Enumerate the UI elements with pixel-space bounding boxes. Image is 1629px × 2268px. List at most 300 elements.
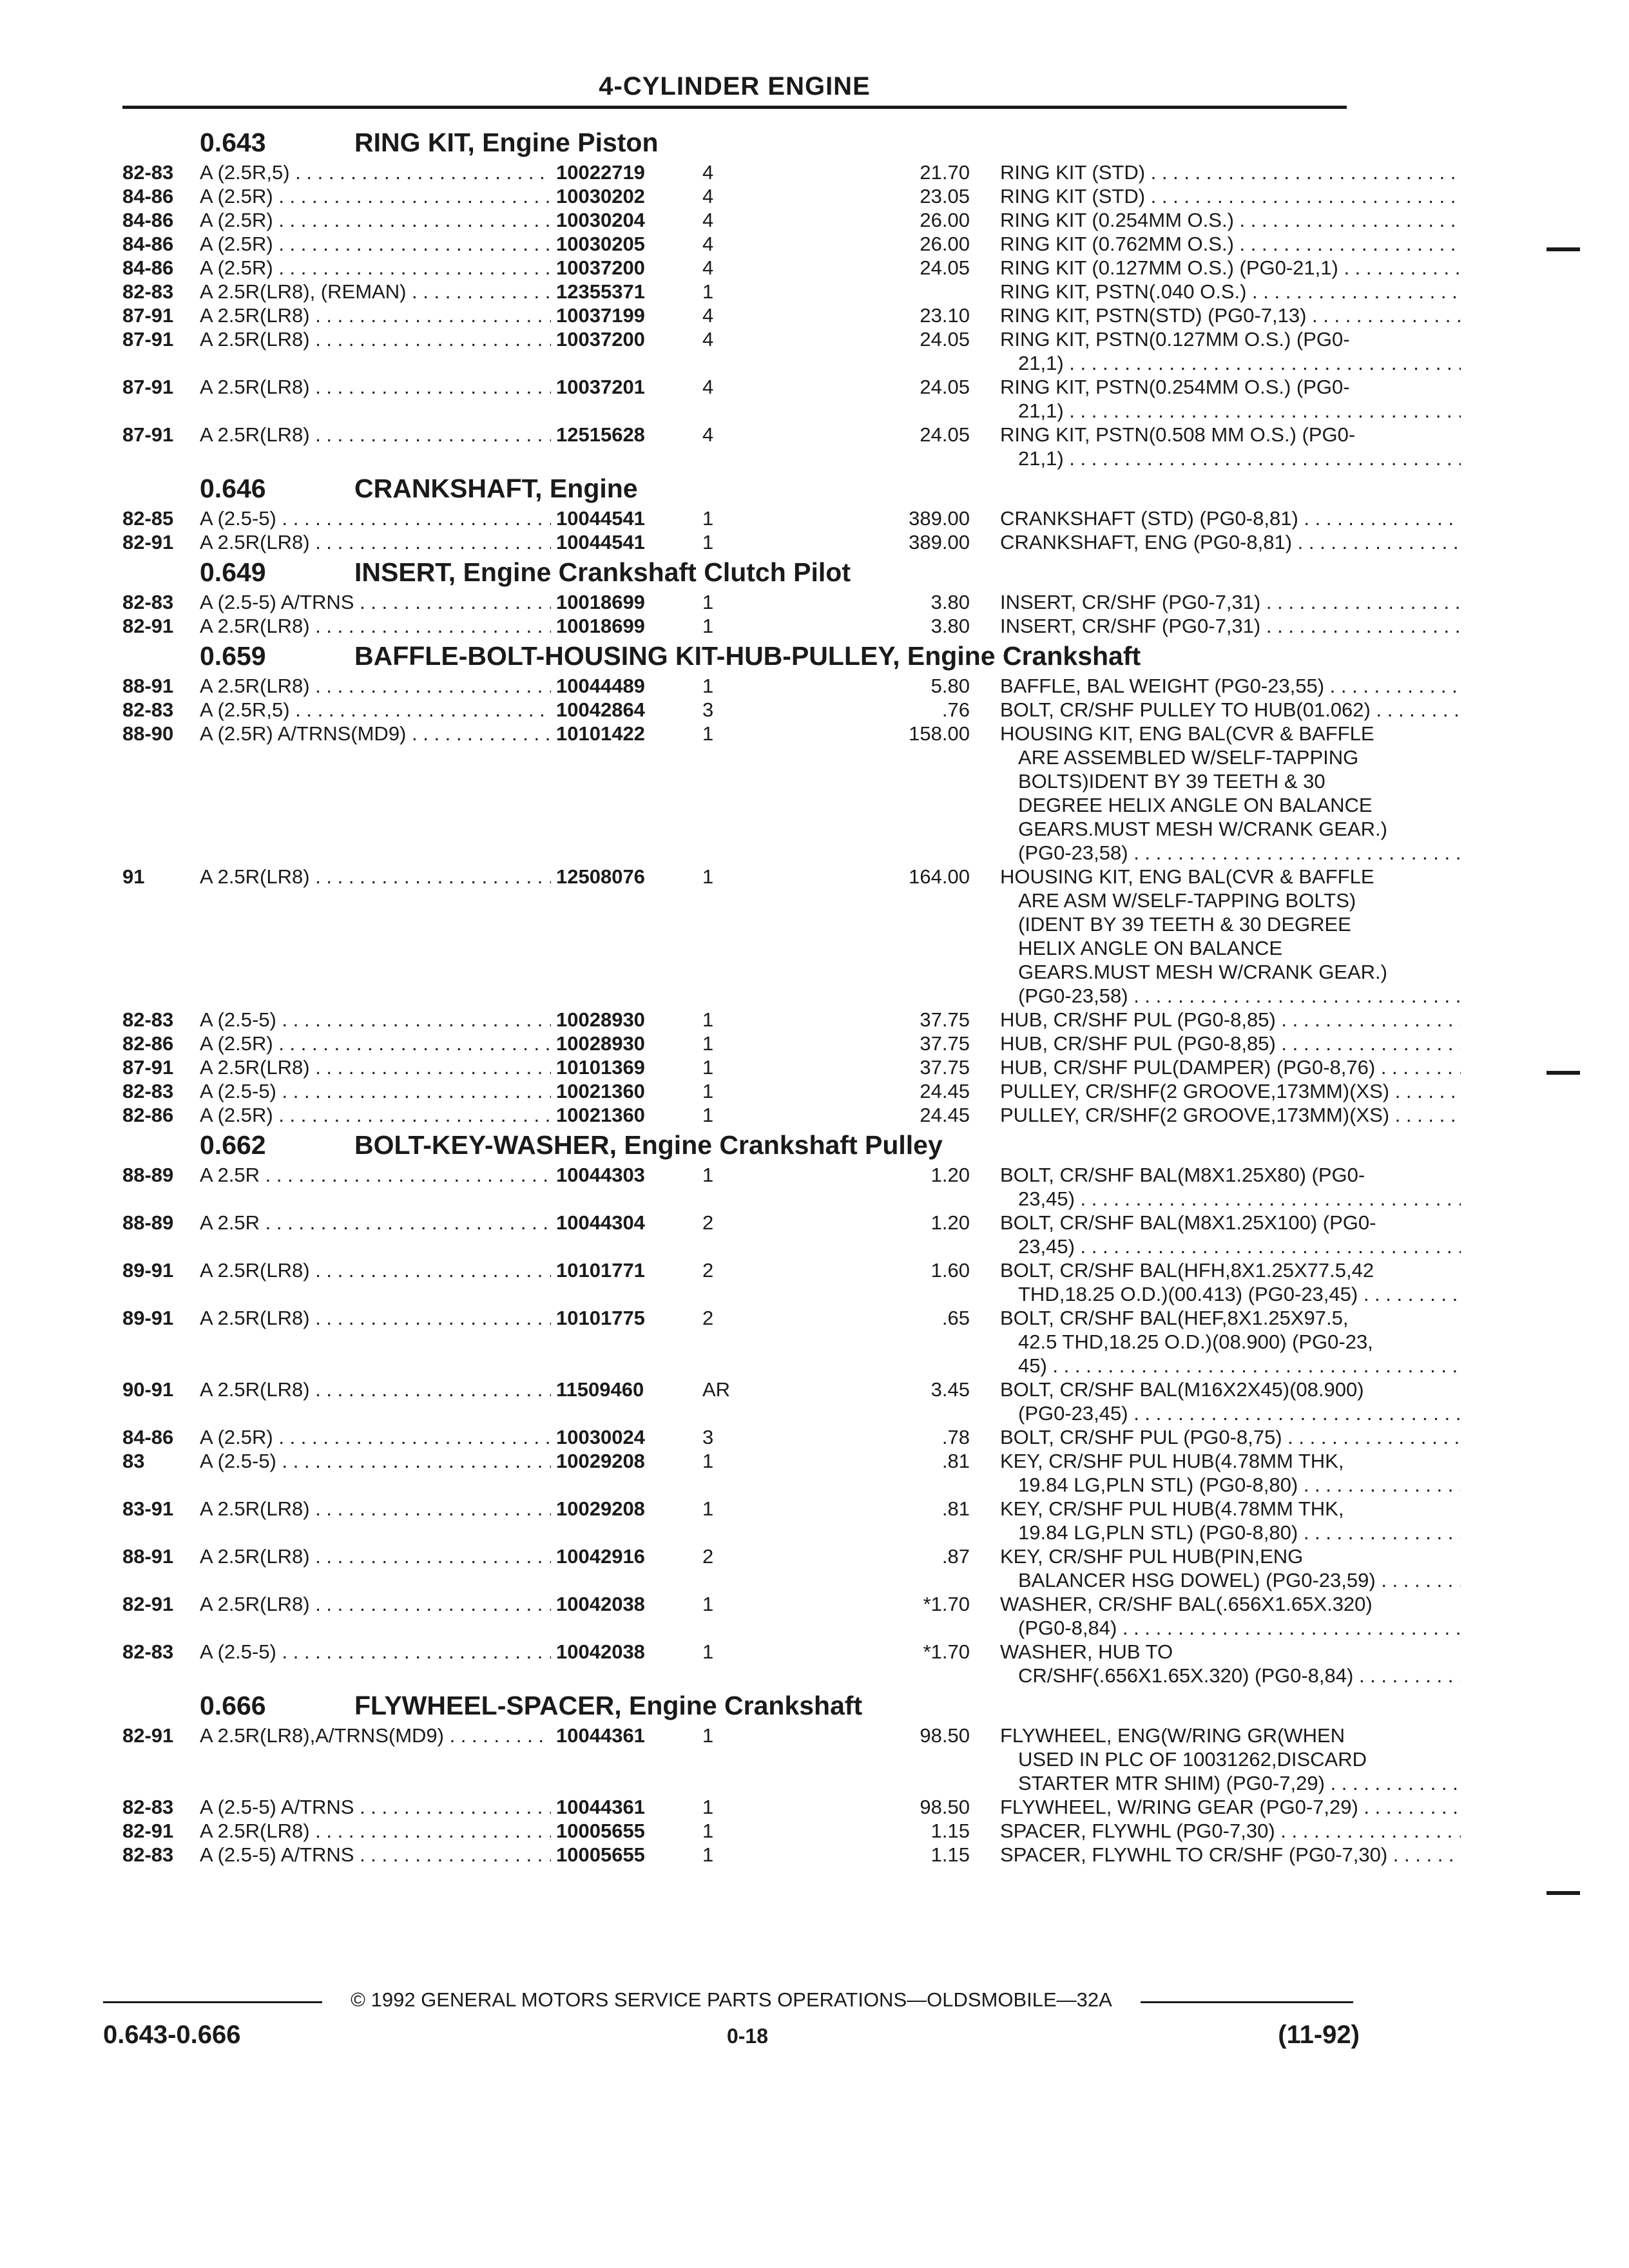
margin-mark [1547,1071,1580,1075]
model-years: 82-91 [122,531,174,553]
application-text: A (2.5-5) . . . [200,1008,551,1031]
price: 1.15 [930,1820,970,1842]
price: 23.05 [920,185,970,207]
description-line: CRANKSHAFT, ENG (PG0-8,81) . . . [1000,530,1461,554]
description [1000,1079,1461,1103]
model-years: 82-86 [122,1032,174,1055]
footer-copyright: © 1992 GENERAL MOTORS SERVICE PARTS OPERATIONS—OLDSMOBILE—32A [322,1988,1141,2012]
description-line: 23,45) . . . [1000,1235,1461,1258]
price: 24.45 [920,1080,970,1102]
part-row [122,375,1350,423]
price: 3.80 [930,615,970,637]
description-line: KEY, CR/SHF PUL HUB(4.78MM THK, [1000,1497,1344,1520]
header-rule [122,106,1347,109]
application-text: A (2.5-5) A/TRNS . . . [200,591,551,613]
quantity: 1 [702,1080,714,1102]
application-text: A (2.5-5) . . . [200,1080,551,1102]
model-years: 90-91 [122,1378,174,1401]
description [1000,1497,1461,1544]
description-line: (IDENT BY 39 TEETH & 30 DEGREE [1018,913,1351,936]
application-text: A 2.5R(LR8) . . . [200,376,551,398]
part-number: 10018699 [556,591,645,613]
price: 21.70 [920,161,970,184]
description-line: ARE ASSEMBLED W/SELF-TAPPING [1018,746,1359,769]
quantity: 4 [702,328,714,351]
price: 24.05 [920,376,970,398]
price: 389.00 [909,507,970,530]
part-row [122,1843,1388,1867]
description [1000,160,1461,184]
description-line: RING KIT (0.254MM O.S.) . . . [1000,208,1461,232]
description-line: INSERT, CR/SHF (PG0-7,31) . . . [1000,614,1461,638]
application-text: A 2.5R(LR8) . . . [200,1820,551,1842]
description [1000,303,1461,327]
footer-rule-right [1141,2001,1353,2003]
description-line: RING KIT, PSTN(.040 O.S.) . . . [1000,280,1461,303]
application-text: A (2.5R) . . . [200,1032,551,1055]
part-number: 10029208 [556,1450,645,1472]
price: 1.60 [930,1259,970,1282]
footer-date: (11-92) [1278,2021,1360,2049]
application-text: A (2.5R,5) . . . [200,161,551,184]
description-line: RING KIT (0.127MM O.S.) (PG0-21,1) . . . [1000,256,1461,280]
description-line: HOUSING KIT, ENG BAL(CVR & BAFFLE [1000,722,1374,745]
quantity: 1 [702,1724,714,1747]
price: 5.80 [930,675,970,697]
part-number: 10021360 [556,1080,645,1102]
model-years: 82-83 [122,161,174,184]
model-years: 82-91 [122,1593,174,1615]
model-years: 82-86 [122,1104,174,1126]
model-years: 82-91 [122,615,174,637]
description-line: (PG0-23,58) . . . [1000,984,1461,1008]
model-years: 89-91 [122,1259,174,1282]
part-number: 10044303 [556,1164,645,1186]
part-number: 10042038 [556,1640,645,1663]
price: 1.15 [930,1843,970,1866]
section-heading [122,554,1350,590]
price: .87 [941,1545,970,1568]
application-text: A 2.5R(LR8) . . . [200,1259,551,1282]
description [1000,530,1461,554]
application-text: A 2.5R(LR8) . . . [200,1593,551,1615]
quantity: 3 [702,1426,714,1448]
description-line: RING KIT, PSTN(0.127MM O.S.) (PG0- [1000,328,1350,351]
description-line: STARTER MTR SHIM) (PG0-7,29) . . . [1000,1771,1461,1795]
part-number: 10028930 [556,1032,645,1055]
quantity: 1 [702,1450,714,1472]
model-years: 87-91 [122,376,174,398]
description [1000,674,1461,698]
description-line: PULLEY, CR/SHF(2 GROOVE,173MM)(XS) . . . [1000,1103,1461,1127]
model-years: 82-83 [122,1640,174,1663]
quantity: 4 [702,304,714,327]
part-row [122,1592,1373,1640]
application-text: A 2.5R(LR8) . . . [200,1056,551,1079]
description [1000,423,1461,470]
description [1000,327,1461,375]
model-years: 88-89 [122,1211,174,1234]
part-number: 10044361 [556,1724,645,1747]
application-text: A 2.5R(LR8) . . . [200,328,551,351]
part-number: 10030204 [556,209,645,231]
application-text: A (2.5R) A/TRNS(MD9) . . . [200,722,551,745]
price: 37.75 [920,1032,970,1055]
description [1000,865,1461,1008]
price: 24.05 [920,256,970,279]
section-name: FLYWHEEL-SPACER, Engine Crankshaft [354,1691,863,1720]
description-line: WASHER, CR/SHF BAL(.656X1.65X.320) [1000,1593,1373,1615]
description [1000,698,1461,722]
application-text: A (2.5-5) . . . [200,1450,551,1472]
model-years: 89-91 [122,1307,174,1329]
part-number: 10005655 [556,1843,645,1866]
part-number: 10030024 [556,1426,645,1448]
application-text: A (2.5-5) A/TRNS . . . [200,1796,551,1818]
quantity: 1 [702,1640,714,1663]
application-text: A (2.5-5) . . . [200,1640,551,1663]
quantity: 4 [702,256,714,279]
price: 164.00 [909,865,970,888]
part-row [122,184,1350,208]
model-years: 82-83 [122,1008,174,1031]
description [1000,1795,1461,1819]
section-number: 0.662 [200,1130,266,1160]
part-row [122,1449,1350,1497]
description [1000,506,1461,530]
description-line: HELIX ANGLE ON BALANCE [1018,937,1283,959]
description-line: BOLT, CR/SHF BAL(M8X1.25X100) (PG0- [1000,1211,1376,1234]
description [1000,1378,1461,1425]
quantity: 1 [702,531,714,553]
price: 26.00 [920,209,970,231]
description [1000,1819,1461,1843]
part-number: 10037199 [556,304,645,327]
part-row [122,1378,1364,1425]
quantity: 3 [702,698,714,721]
part-row [122,423,1356,470]
section-heading [122,1127,1350,1163]
quantity: 1 [702,1796,714,1818]
price: 1.20 [930,1164,970,1186]
part-number: 10021360 [556,1104,645,1126]
description-line: BOLT, CR/SHF BAL(HFH,8X1.25X77.5,42 [1000,1259,1374,1282]
description-line: USED IN PLC OF 10031262,DISCARD [1018,1748,1367,1771]
price: 37.75 [920,1056,970,1079]
part-row [122,1724,1367,1795]
description [1000,1544,1461,1592]
description-line: 21,1) . . . [1000,351,1461,375]
application-text: A 2.5R(LR8) . . . [200,1497,551,1520]
price: .78 [941,1426,970,1448]
description [1000,1103,1461,1127]
quantity: 1 [702,1032,714,1055]
part-number: 12515628 [556,423,645,446]
price: 24.05 [920,423,970,446]
price: 26.00 [920,233,970,255]
description [1000,1032,1461,1055]
part-row [122,303,1350,327]
application-text: A 2.5R(LR8) . . . [200,1545,551,1568]
price: .65 [941,1307,970,1329]
model-years: 82-83 [122,280,174,303]
application-text: A 2.5R(LR8) . . . [200,675,551,697]
quantity: 1 [702,1843,714,1866]
footer-range: 0.643-0.666 [103,2021,241,2049]
description [1000,1843,1461,1867]
application-text: A (2.5-5) . . . [200,507,551,530]
description-line: BALANCER HSG DOWEL) (PG0-23,59) . . . [1000,1568,1461,1592]
model-years: 82-83 [122,591,174,613]
price: *1.70 [923,1640,970,1663]
description [1000,1055,1461,1079]
part-row [122,1008,1350,1032]
section-number: 0.646 [200,474,266,503]
part-number: 10044361 [556,1796,645,1818]
section-name: INSERT, Engine Crankshaft Clutch Pilot [354,557,851,587]
model-years: 82-91 [122,1820,174,1842]
part-row [122,1211,1376,1258]
price: .76 [941,698,970,721]
section-name: BAFFLE-BOLT-HOUSING KIT-HUB-PULLEY, Engine Crankshaft [354,641,1141,671]
quantity: 1 [702,280,714,303]
description-line: WASHER, HUB TO [1000,1640,1173,1663]
model-years: 82-83 [122,1843,174,1866]
section-heading [122,1687,1350,1724]
part-number: 10030202 [556,185,645,207]
description-line: 23,45) . . . [1000,1187,1461,1211]
quantity: 1 [702,1008,714,1031]
part-number: 10044541 [556,531,645,553]
part-row [122,1425,1350,1449]
description [1000,1306,1461,1378]
quantity: 1 [702,865,714,888]
model-years: 88-90 [122,722,174,745]
application-text: A 2.5R(LR8) . . . [200,615,551,637]
description [1000,590,1461,614]
description-line: FLYWHEEL, ENG(W/RING GR(WHEN [1000,1724,1345,1747]
description [1000,1724,1461,1795]
part-row [122,506,1350,530]
section-name: RING KIT, Engine Piston [354,128,659,157]
part-row [122,256,1350,280]
part-row [122,1544,1376,1592]
part-row [122,1640,1354,1687]
section-number: 0.643 [200,128,266,157]
part-number: 10028930 [556,1008,645,1031]
part-number: 10037200 [556,328,645,351]
description-line: (PG0-23,45) . . . [1000,1401,1461,1425]
description [1000,280,1461,303]
part-row [122,1032,1350,1055]
quantity: 4 [702,376,714,398]
model-years: 88-89 [122,1164,174,1186]
price: 24.45 [920,1104,970,1126]
model-years: 82-83 [122,1080,174,1102]
price: 158.00 [909,722,970,745]
description [1000,1425,1461,1449]
part-row [122,722,1387,865]
model-years: 84-86 [122,209,174,231]
description-line: 42.5 THD,18.25 O.D.)(08.900) (PG0-23, [1018,1331,1373,1353]
application-text: A 2.5R(LR8), (REMAN) . . . [200,280,551,303]
description-line: FLYWHEEL, W/RING GEAR (PG0-7,29) . . . [1000,1795,1461,1819]
description-line: INSERT, CR/SHF (PG0-7,31) . . . [1000,590,1461,614]
description-line: HUB, CR/SHF PUL (PG0-8,85) . . . [1000,1008,1461,1032]
part-row [122,1497,1350,1544]
description-line: SPACER, FLYWHL TO CR/SHF (PG0-7,30) . . . [1000,1843,1461,1867]
part-number: 10042916 [556,1545,645,1568]
margin-mark [1547,247,1580,251]
application-text: A 2.5R(LR8) . . . [200,423,551,446]
description [1000,1592,1461,1640]
part-number: 10101422 [556,722,645,745]
footer-page-number: 0-18 [726,2024,769,2048]
part-number: 10029208 [556,1497,645,1520]
model-years: 87-91 [122,1056,174,1079]
part-number: 10005655 [556,1820,645,1842]
part-number: 10030205 [556,233,645,255]
description-line: 19.84 LG,PLN STL) (PG0-8,80) . . . [1000,1521,1461,1544]
quantity: 2 [702,1545,714,1568]
application-text: A 2.5R(LR8) . . . [200,865,551,888]
description-line: RING KIT (0.762MM O.S.) . . . [1000,232,1461,256]
model-years: 84-86 [122,185,174,207]
parts-listing [122,124,1390,1867]
part-row [122,1258,1374,1306]
description-line: HUB, CR/SHF PUL (PG0-8,85) . . . [1000,1032,1461,1055]
part-row [122,590,1350,614]
price: 389.00 [909,531,970,553]
description-line: BOLT, CR/SHF PUL (PG0-8,75) . . . [1000,1425,1461,1449]
model-years: 91 [122,865,145,888]
part-row [122,530,1350,554]
page-title: 4-CYLINDER ENGINE [599,72,871,101]
application-text: A (2.5R) . . . [200,233,551,255]
section-number: 0.649 [200,557,266,587]
quantity: 1 [702,1497,714,1520]
part-number: 10101771 [556,1259,645,1282]
quantity: 2 [702,1259,714,1282]
footer-rule-left [103,2001,322,2003]
section-name: CRANKSHAFT, Engine [354,474,638,503]
part-number: 10037201 [556,376,645,398]
part-row [122,1163,1365,1211]
quantity: AR [702,1378,731,1401]
description-line: KEY, CR/SHF PUL HUB(PIN,ENG [1000,1545,1304,1568]
description-line: ARE ASM W/SELF-TAPPING BOLTS) [1018,889,1356,912]
part-row [122,674,1350,698]
description-line: HOUSING KIT, ENG BAL(CVR & BAFFLE [1000,865,1374,888]
description-line: BOLT, CR/SHF PULLEY TO HUB(01.062) . . . [1000,698,1461,722]
quantity: 4 [702,209,714,231]
quantity: 2 [702,1307,714,1329]
description-line: 45) . . . [1000,1354,1461,1378]
description-line: BOLT, CR/SHF BAL(M8X1.25X80) (PG0- [1000,1164,1365,1186]
quantity: 1 [702,507,714,530]
part-number: 10042038 [556,1593,645,1615]
application-text: A (2.5R,5) . . . [200,698,551,721]
quantity: 1 [702,1056,714,1079]
part-row [122,232,1350,256]
application-text: A 2.5R(LR8) . . . [200,1378,551,1401]
part-row [122,865,1387,1008]
description-line: BOLT, CR/SHF BAL(HEF,8X1.25X97.5, [1000,1307,1349,1329]
price: 98.50 [920,1796,970,1818]
part-row [122,280,1350,303]
model-years: 83-91 [122,1497,174,1520]
section-heading [122,124,1350,160]
part-row [122,160,1350,184]
description-line: BOLTS)IDENT BY 39 TEETH & 30 [1018,770,1325,793]
quantity: 1 [702,615,714,637]
part-row [122,1103,1390,1127]
part-row [122,208,1350,232]
description-line: KEY, CR/SHF PUL HUB(4.78MM THK, [1000,1450,1344,1472]
quantity: 4 [702,423,714,446]
quantity: 1 [702,591,714,613]
part-row [122,614,1350,638]
part-number: 12508076 [556,865,645,888]
description-line: SPACER, FLYWHL (PG0-7,30) . . . [1000,1819,1461,1843]
quantity: 4 [702,161,714,184]
section-heading [122,470,1350,506]
part-number: 10037200 [556,256,645,279]
part-row [122,1079,1390,1103]
description-line: 21,1) . . . [1000,447,1461,470]
description-line: 19.84 LG,PLN STL) (PG0-8,80) . . . [1000,1473,1461,1497]
price: 3.45 [930,1378,970,1401]
description [1000,1640,1461,1687]
quantity: 1 [702,1104,714,1126]
description [1000,1008,1461,1032]
model-years: 88-91 [122,1545,174,1568]
model-years: 84-86 [122,256,174,279]
description-line: CRANKSHAFT (STD) (PG0-8,81) . . . [1000,506,1461,530]
description-line: RING KIT (STD) . . . [1000,184,1461,208]
description-line: CR/SHF(.656X1.65X.320) (PG0-8,84) . . . [1000,1664,1461,1687]
application-text: A 2.5R(LR8) . . . [200,304,551,327]
description-line: RING KIT (STD) . . . [1000,160,1461,184]
description [1000,614,1461,638]
price: 24.05 [920,328,970,351]
description [1000,1163,1461,1211]
description [1000,232,1461,256]
application-text: A (2.5R) . . . [200,185,551,207]
description [1000,1211,1461,1258]
description-line: (PG0-23,58) . . . [1000,841,1461,865]
part-row [122,327,1350,375]
section-name: BOLT-KEY-WASHER, Engine Crankshaft Pulley [354,1130,943,1160]
quantity: 4 [702,233,714,255]
part-number: 10042864 [556,698,645,721]
quantity: 1 [702,722,714,745]
application-text: A 2.5R . . . [200,1211,551,1234]
description [1000,256,1461,280]
model-years: 84-86 [122,1426,174,1448]
price: 37.75 [920,1008,970,1031]
quantity: 1 [702,675,714,697]
description-line: (PG0-8,84) . . . [1000,1616,1461,1640]
description-line: RING KIT, PSTN(0.508 MM O.S.) (PG0- [1000,423,1356,446]
model-years: 82-83 [122,1796,174,1818]
model-years: 88-91 [122,675,174,697]
model-years: 87-91 [122,423,174,446]
description [1000,208,1461,232]
part-number: 10022719 [556,161,645,184]
application-text: A 2.5R(LR8) . . . [200,531,551,553]
description-line: BAFFLE, BAL WEIGHT (PG0-23,55) . . . [1000,674,1461,698]
